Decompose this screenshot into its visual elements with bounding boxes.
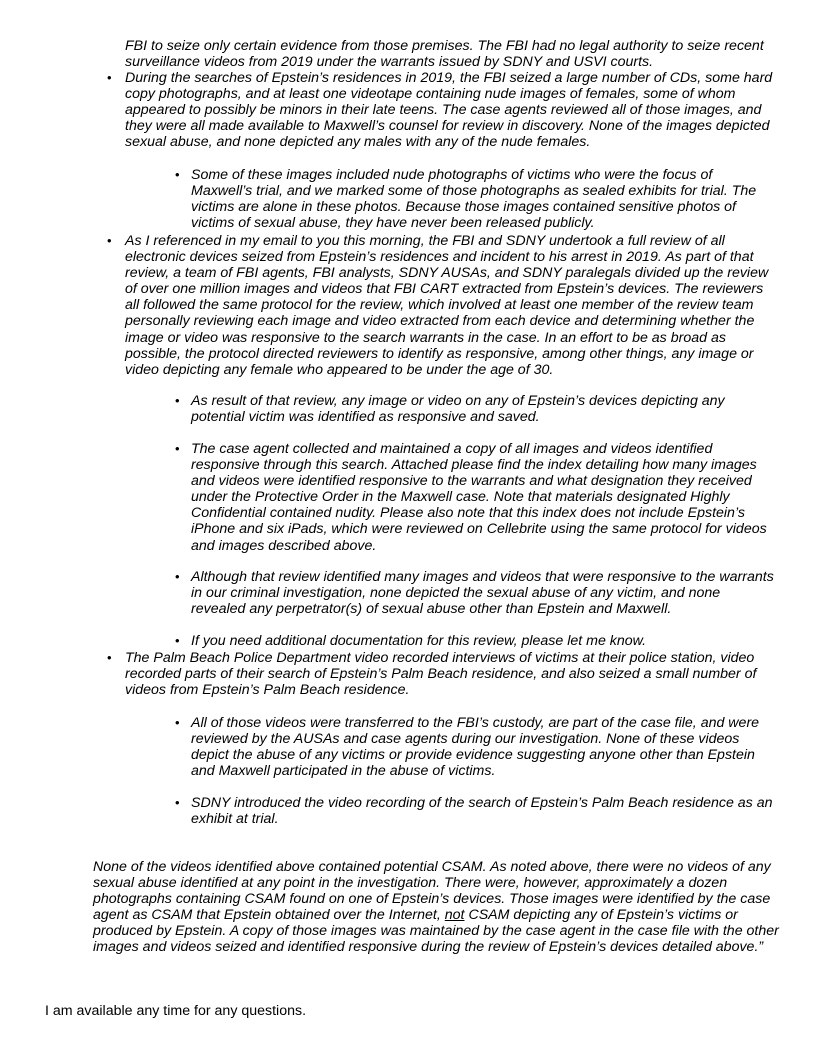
bullet-glyph: • bbox=[107, 650, 112, 665]
bullet-glyph: • bbox=[175, 715, 180, 730]
bullet-glyph: • bbox=[175, 633, 180, 648]
bullet-device-review: As I referenced in my email to you this morning, the FBI and SDNY undertook a full review of all electronic devices seized from Epstein’s residences and incident to his arrest in 2019. As part of that review, a team of FBI agents, FBI analysts, SDNY AUSAs, and SDNY paralegals divided up the review of over one million images and videos that FBI CART extracted from Epstein’s devices. The reviewers all followed the same protocol for the review, which involved at least one member of the review team personally reviewing each image and video extracted from each device and determining whether the image or video was responsive to the search warrants in the case. In an effort to be as broad as possible, the protocol directed reviewers to identify as responsive, among other things, any image or video depicting any female who appeared to be under the age of 30. bbox=[125, 233, 769, 378]
subbullet-nude-photographs bbox=[191, 167, 776, 231]
bullet-glyph: • bbox=[175, 795, 180, 810]
bullet-seized-media: During the searches of Epstein’s residences in 2019, the FBI seized a large number of CDs, some hard copy photographs, and at least one videotape containing nude images of females, some of whom appeared to possibly be minors in their late teens. The case agents reviewed all of those images, and they were all made available to Maxwell’s counsel for review in discovery. None of the images depicted sexual abuse, and none depicted any males with any of the nude females. bbox=[125, 70, 773, 151]
bullet-palm-beach-police: The Palm Beach Police Department video recorded interviews of victims at their police station, video recorded parts of their search of Epstein’s Palm Beach residence, and also seized a small number of videos from Epstein’s Palm Beach residence. bbox=[125, 650, 757, 699]
subbullet-videos-transferred: All of those videos were transferred to the FBI’s custody, are part of the case file, and were reviewed by the AUSAs and case agents during our investigation. None of these videos depict the abuse of any victims or provide evidence suggesting anyone other than Epstein and Maxwell participated in the abuse of victims. bbox=[191, 715, 760, 780]
csam-text-post: CSAM depicting any of Epstein’s victims or produced by Epstein. A copy of those images was maintained by the case agent in the case file with the other images and videos seized and identified responsive during the review of Epstein’s devices detailed above.” bbox=[93, 907, 779, 956]
bullet-glyph: • bbox=[175, 441, 180, 456]
bullet-glyph: • bbox=[175, 569, 180, 584]
subbullet-additional-docs: If you need additional documentation for this review, please let me know. bbox=[191, 633, 647, 649]
csam-text-pre: None of the videos identified above contained potential CSAM. As noted above, there were no videos of any sexual abuse identified at any point in the investigation. There were, however, approximately a dozen photographs containing CSAM found on one of Epstein’s devices. Those images were identified by the case agent as CSAM that Epstein obtained over the Internet, bbox=[93, 859, 771, 924]
subbullet-text: Some of these images included nude photographs of victims who were the focus of Maxwell’s trial, and we marked some of those photographs as sealed exhibits for trial. The victims are alone in these photos. Because those images contained sensitive photos of victims of sexual abuse, they have never been released publicly. bbox=[191, 167, 757, 232]
bullet-glyph: • bbox=[107, 233, 112, 248]
subbullet-index-attached: The case agent collected and maintained a copy of all images and videos identified responsive through this search. Attached please find the index detailing how many images and videos were identified responsive to the warrants and what designation they received under the Protective Order in the Maxwell case. Note that materials designated Highly Confidential contained nudity. Please also note that this index does not include Epstein’s iPhone and six iPads, which were reviewed on Cellebrite using the same protocol for videos and images described above. bbox=[191, 441, 767, 554]
subbullet-review-result: As result of that review, any image or video on any of Epstein’s devices depicting any potential victim was identified as responsive and saved. bbox=[191, 393, 725, 426]
bullet-glyph: • bbox=[175, 393, 180, 408]
csam-summary-paragraph bbox=[93, 859, 783, 956]
subbullet-trial-exhibit: SDNY introduced the video recording of the search of Epstein’s Palm Beach residence as an exhibit at trial. bbox=[191, 795, 773, 828]
continued-paragraph: FBI to seize only certain evidence from those premises. The FBI had no legal authority to seize recent surveillance videos from 2019 under the warrants issued by SDNY and USVI courts. bbox=[125, 38, 764, 71]
subbullet-no-abuse-depicted: Although that review identified many images and videos that were responsive to the warrants in our criminal investigation, none depicted the sexual abuse of any victim, and none revealed any perpetrator(s) of sexual abuse other than Epstein and Maxwell. bbox=[191, 569, 774, 618]
csam-text-underlined: not bbox=[444, 907, 465, 924]
bullet-glyph: • bbox=[107, 70, 112, 85]
closing-line: I am available any time for any questions. bbox=[45, 1003, 307, 1019]
bullet-glyph: • bbox=[175, 167, 180, 182]
